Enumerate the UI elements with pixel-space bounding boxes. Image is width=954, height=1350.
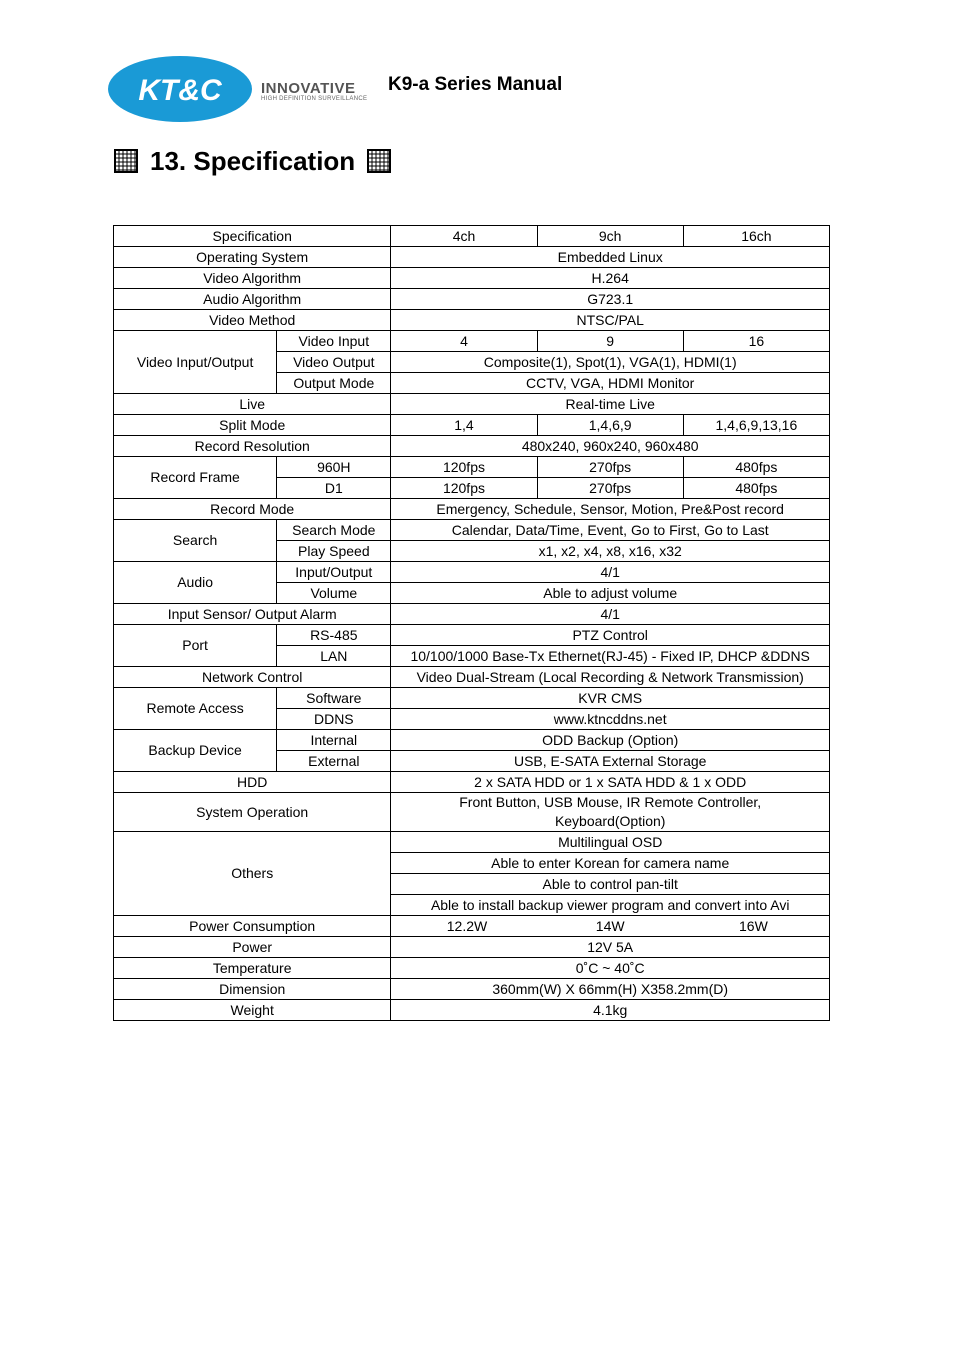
row-value: Front Button, USB Mouse, IR Remote Controller, Keyboard(Option) bbox=[391, 793, 830, 832]
sub-label: Play Speed bbox=[277, 541, 391, 562]
row-value: 0˚C ~ 40˚C bbox=[391, 958, 830, 979]
sub-label: DDNS bbox=[277, 709, 391, 730]
grid-icon bbox=[367, 149, 391, 173]
table-row bbox=[114, 310, 830, 331]
brand-tagline: HIGH DEFINITION SURVEILLANCE bbox=[261, 96, 368, 102]
sub-label: LAN bbox=[277, 646, 391, 667]
channel-header-16ch: 16ch bbox=[683, 226, 829, 247]
group-label: Remote Access bbox=[114, 688, 277, 730]
row-label: Weight bbox=[114, 1000, 391, 1021]
row-label: Network Control bbox=[114, 667, 391, 688]
table-row bbox=[114, 520, 830, 541]
row-value: 480x240, 960x240, 960x480 bbox=[391, 436, 830, 457]
section-title: 13. Specification bbox=[150, 145, 356, 176]
table-row bbox=[114, 499, 830, 520]
row-value: H.264 bbox=[391, 268, 830, 289]
row-value: Able to install backup viewer program and convert into Avi bbox=[391, 895, 830, 916]
table-row bbox=[114, 226, 830, 247]
sub-label: Internal bbox=[277, 730, 391, 751]
table-row bbox=[114, 268, 830, 289]
row-value: 16 bbox=[683, 331, 829, 352]
table-row bbox=[114, 772, 830, 793]
table-row bbox=[114, 832, 830, 853]
row-label: Input Sensor/ Output Alarm bbox=[114, 604, 391, 625]
table-row bbox=[114, 730, 830, 751]
row-label: Video Algorithm bbox=[114, 268, 391, 289]
row-value: 480fps bbox=[683, 457, 829, 478]
row-value: 360mm(W) X 66mm(H) X358.2mm(D) bbox=[391, 979, 830, 1000]
row-label: HDD bbox=[114, 772, 391, 793]
section-heading bbox=[114, 143, 391, 179]
brand-name: INNOVATIVE bbox=[261, 80, 356, 97]
row-value: 4.1kg bbox=[391, 1000, 830, 1021]
table-row bbox=[114, 562, 830, 583]
table-row bbox=[114, 394, 830, 415]
table-row bbox=[114, 979, 830, 1000]
table-row bbox=[114, 289, 830, 310]
table-row bbox=[114, 247, 830, 268]
sub-label: D1 bbox=[277, 478, 391, 499]
table-row bbox=[114, 331, 830, 352]
row-value-group bbox=[391, 916, 830, 937]
table-row bbox=[114, 793, 830, 832]
row-value: 4/1 bbox=[391, 562, 830, 583]
row-value: x1, x2, x4, x8, x16, x32 bbox=[391, 541, 830, 562]
sub-label: RS-485 bbox=[277, 625, 391, 646]
table-row bbox=[114, 958, 830, 979]
spec-header-cell: Specification bbox=[114, 226, 391, 247]
row-value: 120fps bbox=[391, 478, 537, 499]
row-value: Video Dual-Stream (Local Recording & Network Transmission) bbox=[391, 667, 830, 688]
row-value: Able to control pan-tilt bbox=[391, 874, 830, 895]
group-label: Search bbox=[114, 520, 277, 562]
specification-table bbox=[113, 225, 830, 1021]
row-value: Able to enter Korean for camera name bbox=[391, 853, 830, 874]
sub-label: Input/Output bbox=[277, 562, 391, 583]
table-row bbox=[114, 457, 830, 478]
sub-label: External bbox=[277, 751, 391, 772]
row-value: KVR CMS bbox=[391, 688, 830, 709]
row-value: Multilingual OSD bbox=[391, 832, 830, 853]
sub-label: Software bbox=[277, 688, 391, 709]
logo-text: KT&C bbox=[138, 74, 222, 107]
row-value: 1,4,6,9,13,16 bbox=[683, 415, 829, 436]
row-label: System Operation bbox=[114, 793, 391, 832]
row-value: 10/100/1000 Base-Tx Ethernet(RJ-45) - Fixed IP, DHCP &DDNS bbox=[391, 646, 830, 667]
row-value: www.ktncddns.net bbox=[391, 709, 830, 730]
row-value: 4 bbox=[391, 331, 537, 352]
group-label: Record Frame bbox=[114, 457, 277, 499]
row-value: Embedded Linux bbox=[391, 247, 830, 268]
row-label: Operating System bbox=[114, 247, 391, 268]
sub-label: Volume bbox=[277, 583, 391, 604]
row-label: Video Method bbox=[114, 310, 391, 331]
row-value: PTZ Control bbox=[391, 625, 830, 646]
row-value: Calendar, Data/Time, Event, Go to First, Go to Last bbox=[391, 520, 830, 541]
channel-header-4ch: 4ch bbox=[391, 226, 537, 247]
sub-label: Video Output bbox=[277, 352, 391, 373]
row-value: Emergency, Schedule, Sensor, Motion, Pre&Post record bbox=[391, 499, 830, 520]
row-label: Live bbox=[114, 394, 391, 415]
row-label: Audio Algorithm bbox=[114, 289, 391, 310]
sub-label: Video Input bbox=[277, 331, 391, 352]
row-value: 1,4,6,9 bbox=[537, 415, 683, 436]
sub-label: Search Mode bbox=[277, 520, 391, 541]
ktc-logo bbox=[108, 56, 258, 122]
row-label: Record Resolution bbox=[114, 436, 391, 457]
row-value: 4/1 bbox=[391, 604, 830, 625]
row-value: 270fps bbox=[537, 457, 683, 478]
table-row bbox=[114, 604, 830, 625]
manual-title: K9-a Series Manual bbox=[388, 74, 563, 95]
row-label: Temperature bbox=[114, 958, 391, 979]
group-label: Video Input/Output bbox=[114, 331, 277, 394]
group-label: Others bbox=[114, 832, 391, 916]
group-label: Audio bbox=[114, 562, 277, 604]
row-value: 9 bbox=[537, 331, 683, 352]
table-row bbox=[114, 436, 830, 457]
row-label: Dimension bbox=[114, 979, 391, 1000]
row-value: Real-time Live bbox=[391, 394, 830, 415]
group-label: Backup Device bbox=[114, 730, 277, 772]
table-row bbox=[114, 916, 830, 937]
table-row bbox=[114, 688, 830, 709]
row-value: USB, E-SATA External Storage bbox=[391, 751, 830, 772]
row-value: 16W bbox=[739, 917, 768, 934]
row-value: G723.1 bbox=[391, 289, 830, 310]
row-value: 12V 5A bbox=[391, 937, 830, 958]
table-row bbox=[114, 1000, 830, 1021]
row-label: Power Consumption bbox=[114, 916, 391, 937]
row-value: 120fps bbox=[391, 457, 537, 478]
row-value: 270fps bbox=[537, 478, 683, 499]
row-value: Able to adjust volume bbox=[391, 583, 830, 604]
row-value: ODD Backup (Option) bbox=[391, 730, 830, 751]
row-value: 1,4 bbox=[391, 415, 537, 436]
table-row bbox=[114, 667, 830, 688]
table-row bbox=[114, 415, 830, 436]
row-value: Composite(1), Spot(1), VGA(1), HDMI(1) bbox=[391, 352, 830, 373]
row-value: 12.2W bbox=[446, 917, 488, 934]
row-value: CCTV, VGA, HDMI Monitor bbox=[391, 373, 830, 394]
table-row bbox=[114, 937, 830, 958]
row-label: Power bbox=[114, 937, 391, 958]
row-label: Split Mode bbox=[114, 415, 391, 436]
page-header bbox=[108, 56, 628, 122]
row-value: 14W bbox=[595, 917, 625, 934]
table-row bbox=[114, 625, 830, 646]
grid-icon bbox=[114, 149, 138, 173]
row-value: NTSC/PAL bbox=[391, 310, 830, 331]
channel-header-9ch: 9ch bbox=[537, 226, 683, 247]
sub-label: Output Mode bbox=[277, 373, 391, 394]
row-value: 2 x SATA HDD or 1 x SATA HDD & 1 x ODD bbox=[391, 772, 830, 793]
row-label: Record Mode bbox=[114, 499, 391, 520]
row-value: 480fps bbox=[683, 478, 829, 499]
sub-label: 960H bbox=[277, 457, 391, 478]
group-label: Port bbox=[114, 625, 277, 667]
